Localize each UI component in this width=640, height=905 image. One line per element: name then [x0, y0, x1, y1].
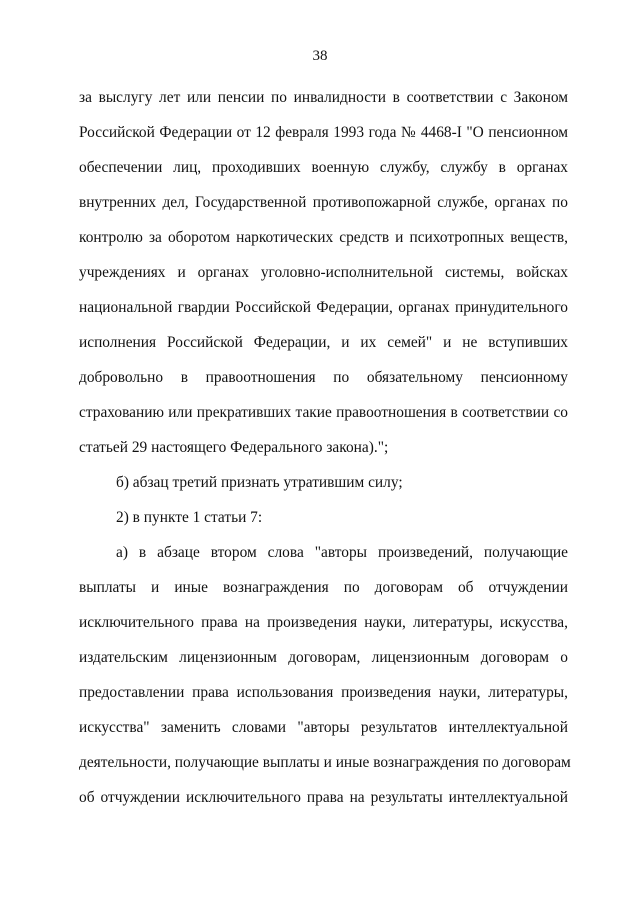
text-line: выплаты и иные вознаграждения по договорам об отчуждении — [79, 579, 568, 596]
text-line: статьей 29 настоящего Федерального закона)."; — [79, 439, 389, 456]
text-line: Российской Федерации от 12 февраля 1993 года № 4468-I "О пенсионном — [79, 124, 568, 141]
text-line: страхованию или прекративших такие правоотношения в соответствии со — [79, 404, 568, 421]
paragraph-line: б) абзац третий признать утратившим силу; — [116, 474, 403, 491]
page-number: 38 — [312, 48, 328, 64]
paragraph-line: а) в абзаце втором слова "авторы произведений, получающие — [116, 544, 568, 561]
text-line: искусства" заменить словами "авторы результатов интеллектуальной — [79, 719, 568, 736]
paragraph-line: 2) в пункте 1 статьи 7: — [116, 509, 263, 526]
text-line: исключительного права на произведения науки, литературы, искусства, — [79, 614, 568, 631]
text-line: деятельности, получающие выплаты и иные вознаграждения по договорам — [79, 754, 571, 771]
text-line: издательским лицензионным договорам, лицензионным договорам о — [79, 649, 568, 666]
text-line: национальной гвардии Российской Федерации, органах принудительного — [79, 299, 568, 316]
text-line: учреждениях и органах уголовно-исполнительной системы, войсках — [79, 264, 568, 281]
text-line: за выслугу лет или пенсии по инвалидности в соответствии с Законом — [79, 89, 568, 106]
text-line: предоставлении права использования произведения науки, литературы, — [79, 684, 568, 701]
text-line: обеспечении лиц, проходивших военную службу, службу в органах — [79, 159, 568, 176]
text-line: об отчуждении исключительного права на результаты интеллектуальной — [79, 789, 568, 806]
text-line: контролю за оборотом наркотических средств и психотропных веществ, — [79, 229, 568, 246]
text-line: добровольно в правоотношения по обязательному пенсионному — [79, 369, 568, 386]
text-line: внутренних дел, Государственной противопожарной службе, органах по — [79, 194, 568, 211]
text-line: исполнения Российской Федерации, и их семей" и не вступивших — [79, 334, 568, 351]
